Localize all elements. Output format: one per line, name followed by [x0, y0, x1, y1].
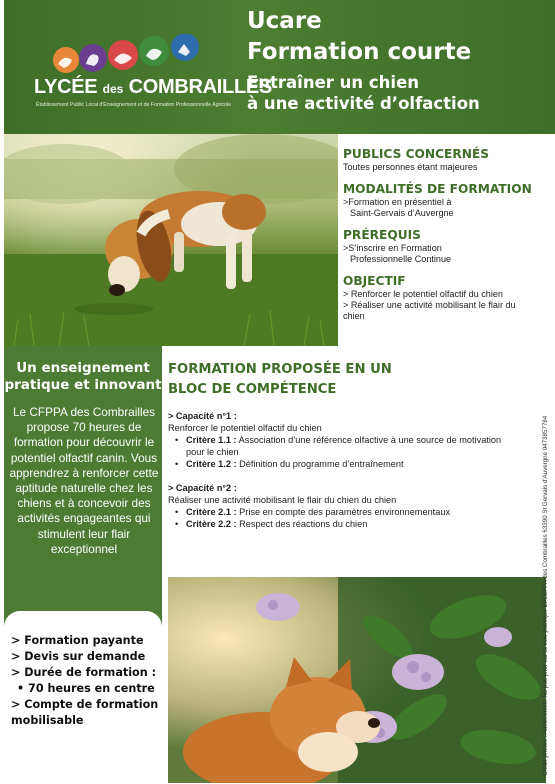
pricing-list: [11, 633, 161, 729]
objectif-line-1: > Renforcer le potentiel olfactif du chien: [343, 289, 503, 299]
prerequis-line-1: >S’inscrire en Formation: [343, 243, 442, 253]
school-logo: [34, 34, 272, 116]
competence-heading-line-1: FORMATION PROPOSÉE EN UN: [168, 362, 392, 377]
list-item: • Critère 2.1 : Prise en compte des paramètres environnementaux: [172, 506, 546, 518]
info-column: [343, 146, 553, 322]
list-item: > Durée de formation :: [11, 666, 157, 679]
title-line-2: Formation courte: [247, 39, 472, 65]
photo-credit: Crédit photos : AdobeStock. Ne pas jeter sur la voie publique EPLEFPA des Combrailles 63390 St Gervais d'Auvergne 0473857784: [542, 415, 549, 776]
capacity-1-label: > Capacité n°1 :: [168, 411, 237, 421]
objectif-line-2: > Réaliser une activité mobilisant le flair du: [343, 300, 516, 310]
capacity-1-criteria: [172, 434, 546, 470]
left-heading: [4, 360, 162, 394]
modalites-line-2: Saint-Gervais d’Auvergne: [350, 208, 454, 218]
capacity-2-criteria: [172, 506, 546, 530]
list-item: • Critère 1.2 : Définition du programme d’entraînement: [172, 458, 546, 470]
left-lead-text: Le CFPPA des Combrailles propose 70 heures de formation pour découvrir le potentiel olfactif canin. Vous apprendrez à renforcer cette aptitude naturelle chez les chiens et à concevoir des activités engageantes qui stimulent leur flair exceptionnel: [9, 405, 159, 556]
beagle-sniffing-photo: [4, 134, 338, 346]
shiba-flowers-photo: [168, 577, 546, 783]
subtitle-line-1: Entraîner un chien: [247, 73, 420, 92]
list-item: • 70 heures en centre: [17, 682, 155, 695]
competence-heading-line-2: BLOC DE COMPÉTENCE: [168, 382, 337, 397]
objectif-line-3: chien: [343, 311, 365, 321]
competence-block: [168, 360, 546, 530]
title-line-1: Ucare: [247, 8, 322, 34]
logo-subtitle: Établissement Public Local d'Enseignement et de Formation Professionnelle Agricole: [36, 102, 232, 108]
animal-circles-icon: [48, 34, 238, 76]
modalites-title: MODALITÉS DE FORMATION: [343, 182, 532, 196]
objectif-title: OBJECTIF: [343, 274, 406, 288]
competence-heading: [168, 360, 546, 400]
list-item: • Critère 2.2 : Respect des réactions du chien: [172, 518, 546, 530]
subtitle-line-2: à une activité d’olfaction: [247, 94, 480, 113]
capacity-1-description: Renforcer le potentiel olfactif du chien: [168, 423, 322, 433]
publics-title: PUBLICS CONCERNÉS: [343, 147, 490, 161]
list-item: > Devis sur demande: [11, 650, 146, 663]
publics-text: Toutes personnes étant majeures: [343, 162, 478, 172]
modalites-line-1: >Formation en présentiel à: [343, 197, 452, 207]
prerequis-line-2: Professionnelle Continue: [350, 254, 452, 264]
header-banner: [4, 0, 555, 134]
list-item: > Formation payante: [11, 634, 144, 647]
pricing-box: [4, 611, 162, 783]
capacity-2-label: > Capacité n°2 :: [168, 483, 237, 493]
prerequis-title: PRÉREQUIS: [343, 228, 421, 242]
left-heading-line-1: Un enseignement: [16, 360, 150, 376]
shiba-photo-illustration: [168, 577, 546, 783]
beagle-photo-illustration: [4, 134, 338, 346]
list-item: • Critère 1.1 : Association d’une référence olfactive à une source de motivation pour le chien: [172, 434, 546, 458]
capacity-2-description: Réaliser une activité mobilisant le flair du chien du chien: [168, 495, 397, 505]
page-title: [247, 6, 555, 114]
left-heading-line-2: pratique et innovant: [4, 377, 162, 393]
logo-name: LYCÉE des COMBRAILLES: [34, 76, 272, 98]
list-item: > Compte de formation mobilisable: [11, 698, 159, 727]
